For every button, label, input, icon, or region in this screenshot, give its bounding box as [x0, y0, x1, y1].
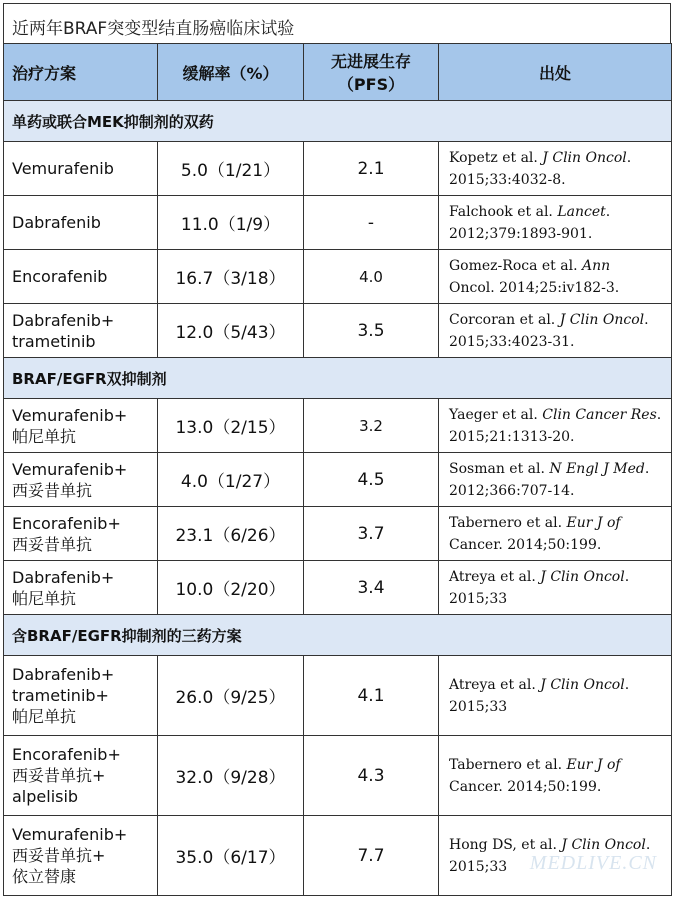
pfs-cell: 4.5 [304, 453, 439, 507]
header-pfs-line2: （PFS） [337, 75, 405, 94]
source-line1 [449, 674, 671, 696]
source-line2: 2012;366:707-14. [449, 482, 575, 499]
regimen-line: 西妥昔单抗 [12, 534, 93, 554]
orr-cell: 5.0（1/21） [158, 142, 304, 196]
regimen-cell [4, 142, 158, 196]
source-line1 [449, 201, 671, 223]
source-line1 [449, 458, 671, 480]
section-label: 含BRAF/EGFR抑制剂的三药方案 [4, 615, 672, 656]
source-line1 [449, 754, 671, 776]
source-authors: Corcoran et al. [449, 311, 560, 328]
regimen-line: Vemurafenib+ [12, 825, 128, 844]
source-cell [439, 656, 672, 736]
source-authors: Atreya et al. [449, 676, 541, 693]
source-cell [439, 304, 672, 358]
source-cell [439, 736, 672, 816]
orr-cell: 16.7（3/18） [158, 250, 304, 304]
source-line2: Oncol. 2014;25:iv182-3. [449, 279, 620, 296]
regimen-line: Dabrafenib+ [12, 567, 115, 587]
source-line1 [449, 147, 671, 169]
regimen-line: trametinib [12, 331, 96, 351]
orr-cell: 4.0（1/27） [158, 453, 304, 507]
source-line2: 2012;379:1893-901. [449, 225, 593, 242]
regimen-cell [4, 816, 158, 896]
header-pfs [304, 44, 439, 101]
pfs-cell: 2.1 [304, 142, 439, 196]
source-journal: J Clin Oncol [559, 311, 645, 328]
source-journal: Lancet [557, 203, 606, 220]
source-cell [439, 196, 672, 250]
regimen-line: Dabrafenib+ [12, 310, 115, 330]
source-journal: Eur J of [566, 756, 621, 773]
source-line2: 2015;33:4032-8. [449, 171, 566, 188]
source-line2: Cancer. 2014;50:199. [449, 536, 602, 553]
regimen-line: 帕尼单抗 [12, 707, 77, 726]
source-journal: Ann [581, 257, 611, 274]
source-journal: J Clin Oncol [540, 568, 625, 585]
regimen-cell [4, 561, 158, 615]
table-row [4, 142, 672, 196]
source-authors: Falchook et al. [449, 203, 558, 220]
source-line2: 2015;33:4023-31. [449, 333, 575, 350]
pfs-cell: 4.0 [304, 250, 439, 304]
source-authors: Gomez-Roca et al. [449, 257, 582, 274]
source-authors: Hong DS, et al. [449, 836, 562, 853]
regimen-line: Dabrafenib+ [12, 665, 115, 684]
source-cell [439, 142, 672, 196]
source-cell [439, 561, 672, 615]
regimen-line: Vemurafenib+ [12, 405, 128, 425]
pfs-cell: 3.4 [304, 561, 439, 615]
section-label: 单药或联合MEK抑制剂的双药 [4, 101, 672, 142]
section-label: BRAF/EGFR双抑制剂 [4, 358, 672, 399]
regimen-line: Encorafenib+ [12, 745, 121, 764]
orr-cell: 35.0（6/17） [158, 816, 304, 896]
source-authors: Tabernero et al. [449, 756, 567, 773]
source-cell [439, 399, 672, 453]
header-orr: 缓解率（%） [158, 44, 304, 101]
header-regimen: 治疗方案 [4, 44, 158, 101]
source-line2: 2015;33 [449, 590, 508, 607]
section-row [4, 101, 672, 142]
source-line1 [449, 255, 671, 277]
pfs-cell: 3.2 [304, 399, 439, 453]
regimen-cell [4, 736, 158, 816]
regimen-cell [4, 304, 158, 358]
page [3, 3, 671, 893]
table-row [4, 736, 672, 816]
source-cell [439, 453, 672, 507]
source-journal: J Clin Oncol [561, 836, 646, 853]
regimen-cell [4, 656, 158, 736]
regimen-line: trametinib+ [12, 686, 109, 705]
table-row [4, 453, 672, 507]
header-source: 出处 [439, 44, 672, 101]
regimen-line: Vemurafenib [12, 159, 114, 178]
source-line1 [449, 566, 671, 588]
regimen-line: Vemurafenib+ [12, 459, 128, 479]
source-line1 [449, 512, 671, 534]
source-line2: 2015;33 [449, 858, 508, 875]
source-journal: Clin Cancer Res [542, 406, 657, 423]
source-line1 [449, 309, 671, 331]
source-cell [439, 507, 672, 561]
orr-cell: 32.0（9/28） [158, 736, 304, 816]
regimen-line: Dabrafenib [12, 213, 101, 232]
table-row [4, 304, 672, 358]
watermark: MEDLIVE.CN [529, 852, 657, 874]
source-punct: . [624, 676, 630, 693]
source-punct: . [624, 568, 630, 585]
header-pfs-line1: 无进展生存 [330, 52, 411, 71]
orr-cell: 13.0（2/15） [158, 399, 304, 453]
source-journal: J Clin Oncol [540, 676, 625, 693]
regimen-cell [4, 399, 158, 453]
pfs-cell: 4.3 [304, 736, 439, 816]
source-punct: . [626, 149, 632, 166]
pfs-cell: 3.5 [304, 304, 439, 358]
source-punct: . [645, 836, 651, 853]
trials-table [3, 43, 672, 896]
regimen-cell [4, 196, 158, 250]
source-punct: . [644, 460, 650, 477]
regimen-line: Encorafenib+ [12, 513, 121, 533]
regimen-line: 帕尼单抗 [12, 588, 77, 608]
regimen-cell [4, 453, 158, 507]
source-punct: . [656, 406, 662, 423]
regimen-line: 西妥昔单抗+ [12, 766, 106, 785]
source-punct: . [605, 203, 611, 220]
table-title: 近两年BRAF突变型结直肠癌临床试验 [12, 19, 295, 39]
regimen-line: 依立替康 [12, 867, 77, 886]
source-journal: J Clin Oncol [542, 149, 627, 166]
regimen-cell [4, 250, 158, 304]
source-line2: Cancer. 2014;50:199. [449, 778, 602, 795]
pfs-cell: 3.7 [304, 507, 439, 561]
orr-cell: 12.0（5/43） [158, 304, 304, 358]
regimen-line: Encorafenib [12, 267, 108, 286]
source-authors: Sosman et al. [449, 460, 550, 477]
source-journal: N Engl J Med [549, 460, 645, 477]
regimen-line: 西妥昔单抗 [12, 480, 93, 500]
table-title-bar [3, 3, 671, 44]
pfs-cell: 7.7 [304, 816, 439, 896]
section-row [4, 358, 672, 399]
source-line1 [449, 404, 671, 426]
pfs-cell: - [304, 196, 439, 250]
source-authors: Yaeger et al. [449, 406, 543, 423]
source-authors: Tabernero et al. [449, 514, 567, 531]
regimen-line: 西妥昔单抗+ [12, 846, 106, 865]
orr-cell: 23.1（6/26） [158, 507, 304, 561]
source-cell [439, 250, 672, 304]
header-row [4, 44, 672, 101]
source-punct: . [644, 311, 649, 328]
regimen-line: alpelisib [12, 787, 79, 806]
table-row [4, 561, 672, 615]
regimen-cell [4, 507, 158, 561]
section-row [4, 615, 672, 656]
orr-cell: 11.0（1/9） [158, 196, 304, 250]
source-line2: 2015;21:1313-20. [449, 428, 575, 445]
source-authors: Atreya et al. [449, 568, 541, 585]
source-journal: Eur J of [566, 514, 621, 531]
regimen-line: 帕尼单抗 [12, 426, 77, 446]
orr-cell: 10.0（2/20） [158, 561, 304, 615]
pfs-cell: 4.1 [304, 656, 439, 736]
source-line2: 2015;33 [449, 698, 508, 715]
table-row [4, 399, 672, 453]
table-row [4, 196, 672, 250]
orr-cell: 26.0（9/25） [158, 656, 304, 736]
table-row [4, 656, 672, 736]
table-row [4, 250, 672, 304]
source-authors: Kopetz et al. [449, 149, 543, 166]
table-row [4, 507, 672, 561]
